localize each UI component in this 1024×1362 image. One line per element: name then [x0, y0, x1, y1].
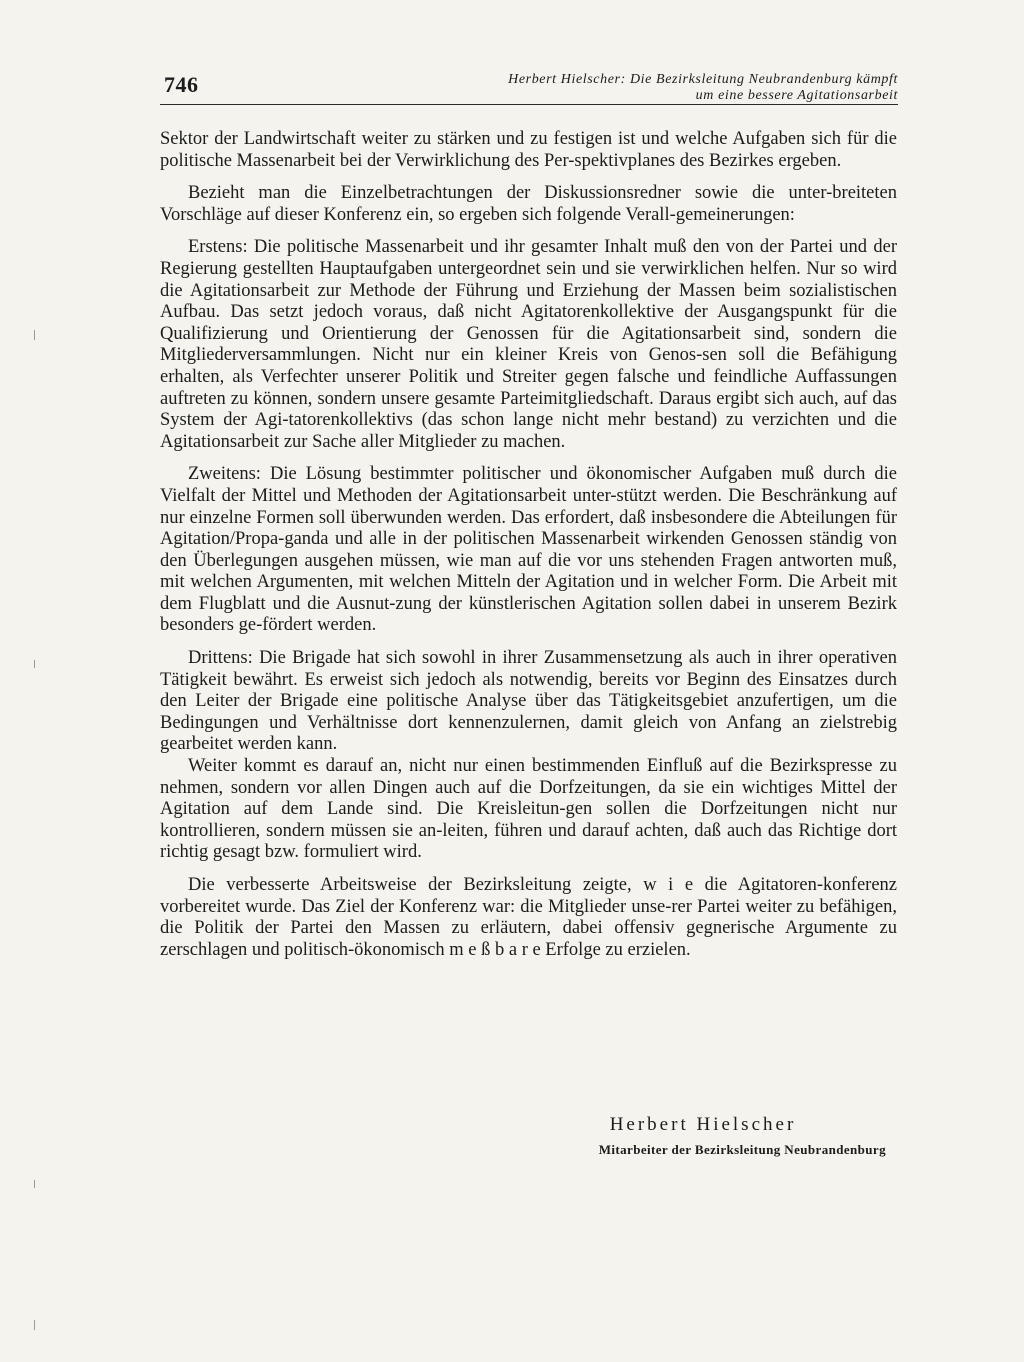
running-title-line-1: Herbert Hielscher: Die Bezirksleitung Neubrandenburg kämpft — [508, 72, 898, 87]
margin-mark — [34, 1180, 35, 1188]
running-header — [160, 70, 898, 106]
paragraph-drittens: Drittens: Die Brigade hat sich sowohl in ihrer Zusammensetzung als auch in ihrer operativen Tätigkeit bewährt. Es erweist sich jedoch als notwendig, bereits vor Beginn des Einsatzes durch den Leiter der Brigade eine politische Analyse über das Tätigkeitsgebiet anzufertigen, um die Bedingungen und Verhältnisse dort kennenzulernen, damit gleich von Anfang an zielstrebig gearbeitet werden kann. — [160, 648, 897, 755]
margin-mark — [34, 1320, 35, 1330]
author-role: Mitarbeiter der Bezirksleitung Neubrandenburg — [598, 1142, 886, 1157]
page-number: 746 — [164, 72, 199, 97]
margin-mark — [34, 330, 35, 340]
paragraph-continuation: Sektor der Landwirtschaft weiter zu stärken und zu festigen ist und welche Aufgaben sich für die politische Massenarbeit bei der Verwirklichung des Per-spektivplanes des Bezirkes ergeben. — [160, 129, 897, 171]
author-signature — [520, 1114, 886, 1158]
paragraph-erstens: Erstens: Die politische Massenarbeit und ihr gesamter Inhalt muß den von der Partei und der Regierung gestellten Hauptaufgaben untergeordnet sein und sie verwirklichen helfen. Nur so wird die Agitationsarbeit zur Methode der Führung und Erziehung der Massen beim sozialistischen Aufbau. Das setzt jedoch voraus, daß nicht Agitatorenkollektive der Ausgangspunkt für die Qualifizierung und Orientierung der Genossen für die Agitationsarbeit sind, sondern die Mitgliederversammlungen. Nicht nur ein kleiner Kreis von Genos-sen soll die Befähigung erhalten, als Verfechter unserer Politik und Streiter gegen falsche und feindliche Auffassungen auftreten zu können, sondern unsere gesamte Parteimitgliedschaft. Daraus ergibt sich auch, auf das System der Agi-tatorenkollektivs (das schon lange nicht mehr bestand) zu verzichten und die Agitationsarbeit zur Sache aller Mitglieder zu machen. — [160, 237, 897, 452]
author-name: Herbert Hielscher — [609, 1114, 797, 1135]
paragraph-conclusion: Die verbesserte Arbeitsweise der Bezirksleitung zeigte, w i e die Agitatoren-konferenz vorbereitet wurde. Das Ziel der Konferenz war: die Mitglieder unse-rer Partei weiter zu befähigen, die Politik der Partei den Massen zu erläutern, dabei offensiv gegnerische Argumente zu zerschlagen und politisch-ökonomisch m e ß b a r e Erfolge zu erzielen. — [160, 875, 897, 960]
article-body — [160, 129, 897, 961]
paragraph-dorfzeitungen: Weiter kommt es darauf an, nicht nur einen bestimmenden Einfluß auf die Bezirkspresse zu nehmen, sondern vor allen Dingen auch auf die Dorfzeitungen, da sie ein wichtiges Mittel der Agitation auf dem Lande sind. Die Kreisleitun-gen sollen die Dorfzeitungen nicht nur kontrollieren, sondern müssen sie an-leiten, führen und darauf achten, daß auch das Richtige dort richtig gesagt bzw. formuliert wird. — [160, 756, 897, 863]
running-title — [378, 72, 898, 104]
paragraph-generalizations: Bezieht man die Einzelbetrachtungen der Diskussionsredner sowie die unter-breiteten Vorschläge auf dieser Konferenz ein, so ergeben sich folgende Verall-gemeinerungen: — [160, 183, 897, 225]
margin-mark — [34, 660, 35, 668]
header-rule — [160, 104, 898, 105]
running-title-line-2: um eine bessere Agitationsarbeit — [695, 88, 898, 103]
paragraph-zweitens: Zweitens: Die Lösung bestimmter politischer und ökonomischer Aufgaben muß durch die Vielfalt der Mittel und Methoden der Agitationsarbeit unter-stützt werden. Die Beschränkung auf nur einzelne Formen soll überwunden werden. Das erfordert, daß insbesondere die Abteilungen für Agitation/Propa-ganda und alle in der politischen Massenarbeit wirkenden Genossen ständig von den Überlegungen ausgehen müssen, wie man auf die vor uns stehenden Fragen antworten muß, mit welchen Argumenten, mit welchen Mitteln der Agitation und in welcher Form. Die Arbeit mit dem Flugblatt und die Ausnut-zung der künstlerischen Agitation sollen dabei in unserem Bezirk besonders ge-fördert werden. — [160, 464, 897, 636]
